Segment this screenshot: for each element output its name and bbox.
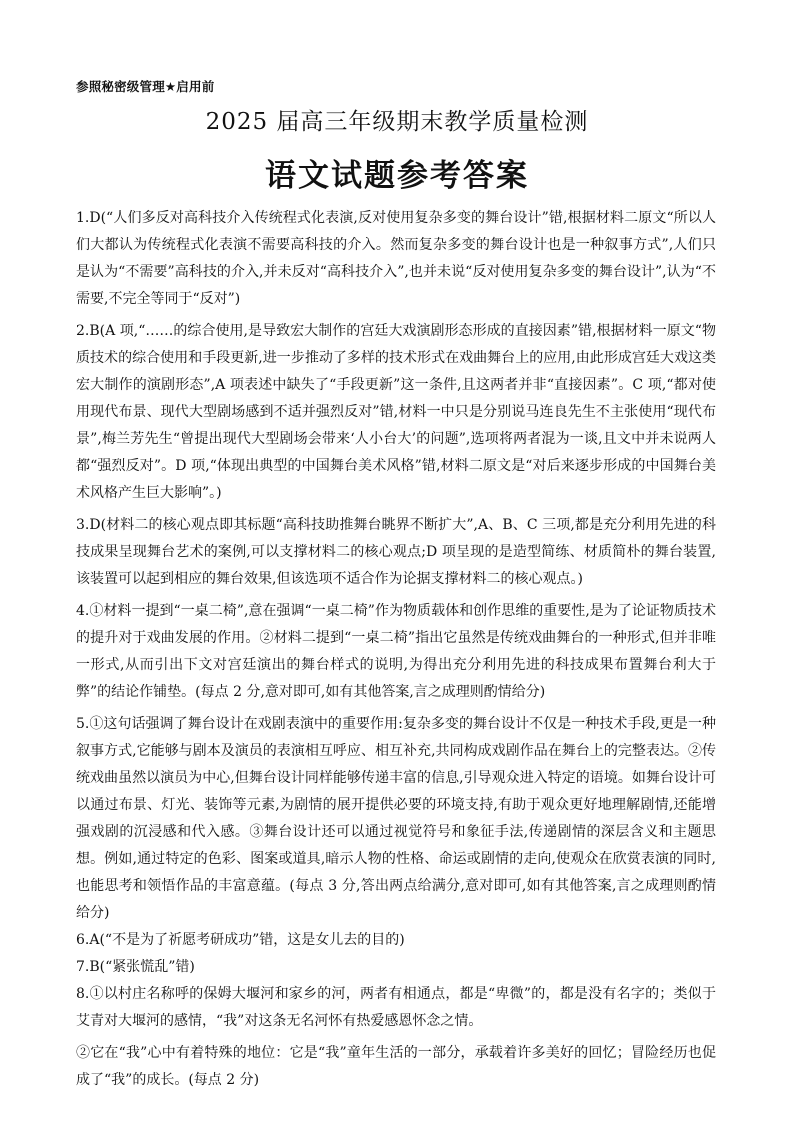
answer-item-5: 5.①这句话强调了舞台设计在戏剧表演中的重要作用:复杂多变的舞台设计不仅是一种技术手段,更是一种叙事方式,它能够与剧本及演员的表演相互呼应、相互补充,共同构成戏剧作品在舞台上的完整表达。②传统戏曲虽然以演员为中心,但舞台设计同样能够传递丰富的信息,引导观众进入特定的语境。如舞台设计可以通过布景、灯光、装饰等元素,为剧情的展开提供必要的环境支持,有助于观众更好地理解剧情,还能增强戏剧的沉浸感和代入感。③舞台设计还可以通过视觉符号和象征手法,传递剧情的深层含义和主题思想。例如,通过特定的色彩、图案或道具,暗示人物的性格、命运或剧情的走向,使观众在欣赏表演的同时,也能思考和领悟作品的丰富意蕴。(每点 3 分,答出两点给满分,意对即可,如有其他答案,言之成理则酌情给分) <box>76 716 716 921</box>
answer-item-8-point-2: ②它在“我”心中有着特殊的地位：它是“我”童年生活的一部分，承载着许多美好的回忆；冒险经历也促成了“我”的成长。(每点 2 分) <box>76 1045 716 1088</box>
answer-item-4: 4.①材料一提到“一桌二椅”,意在强调“一桌二椅”作为物质载体和创作思维的重要性,是为了论证物质技术的提升对于戏曲发展的作用。②材料二提到“一桌二椅”指出它虽然是传统戏曲舞台的一种形式,但并非唯一形式,从而引出下文对宫廷演出的舞台样式的说明,为得出充分利用先进的科技成果布置舞台利大于弊”的结论作铺垫。(每点 2 分,意对即可,如有其他答案,言之成理则酌情给分) <box>76 603 716 700</box>
answer-item-7: 7.B(“紧张慌乱”错) <box>76 959 195 975</box>
answer-list <box>76 205 716 1094</box>
answer-item-6: 6.A(“不是为了祈愿考研成功”错，这是女儿去的目的) <box>76 932 405 948</box>
confidentiality-notice: 参照秘密级管理★启用前 <box>76 79 215 94</box>
exam-title: 2025 届高三年级期末教学质量检测 <box>205 109 589 135</box>
answer-item-8-point-1: 8.①以村庄名称呼的保姆大堰河和家乡的河，两者有相通点，都是“卑微”的，都是没有名字的；类似于艾青对大堰河的感情，“我”对这条无名河怀有热爱感恩怀念之情。 <box>76 986 716 1029</box>
answer-item-3: 3.D(材料二的核心观点即其标题“高科技助推舞台眺界不断扩大”,A、B、C 三项,都是充分利用先进的科技成果呈现舞台艺术的案例,可以支撑材料二的核心观点;D 项呈现的是造型简练、材质简朴的舞台装置,该装置可以起到相应的舞台效果,但该选项不适合作为论据支撑材料二的核心观点。) <box>76 517 716 587</box>
answer-item-1: 1.D(“人们多反对高科技介入传统程式化表演,反对使用复杂多变的舞台设计”错,根据材料二原文“所以人们大都认为传统程式化表演不需要高科技的介入。然而复杂多变的舞台设计也是一种叙事方式”,人们只是认为“不需要”高科技的介入,并未反对“高科技介入”,也并未说“反对使用复杂多变的舞台设计”,认为“不需要,不完全等同于“反对”) <box>76 210 716 307</box>
answer-item-2: 2.B(A 项,“……的综合使用,是导致宏大制作的宫廷大戏演剧形态形成的直接因素”错,根据材料一原文“物质技术的综合使用和手段更新,进一步推动了多样的技术形式在戏曲舞台上的应用,由此形成宫廷大戏这类宏大制作的演剧形态”,A 项表述中缺失了“手段更新”这一条件,且这两者并非“直接因素”。C 项,“都对使用现代布景、现代大型剧场感到不适并强烈反对”错,材料一中只是分别说马连良先生不主张使用“现代布景”,梅兰芳先生“曾提出现代大型剧场会带来‘人小台大’的问题”,选项将两者混为一谈,且文中并未说两人都“强烈反对”。D 项,“体现出典型的中国舞台美术风格”错,材料二原文是“对后来逐步形成的中国舞台美术风格产生巨大影响”。) <box>76 323 716 501</box>
document-subtitle: 语文试题参考答案 <box>265 158 529 194</box>
